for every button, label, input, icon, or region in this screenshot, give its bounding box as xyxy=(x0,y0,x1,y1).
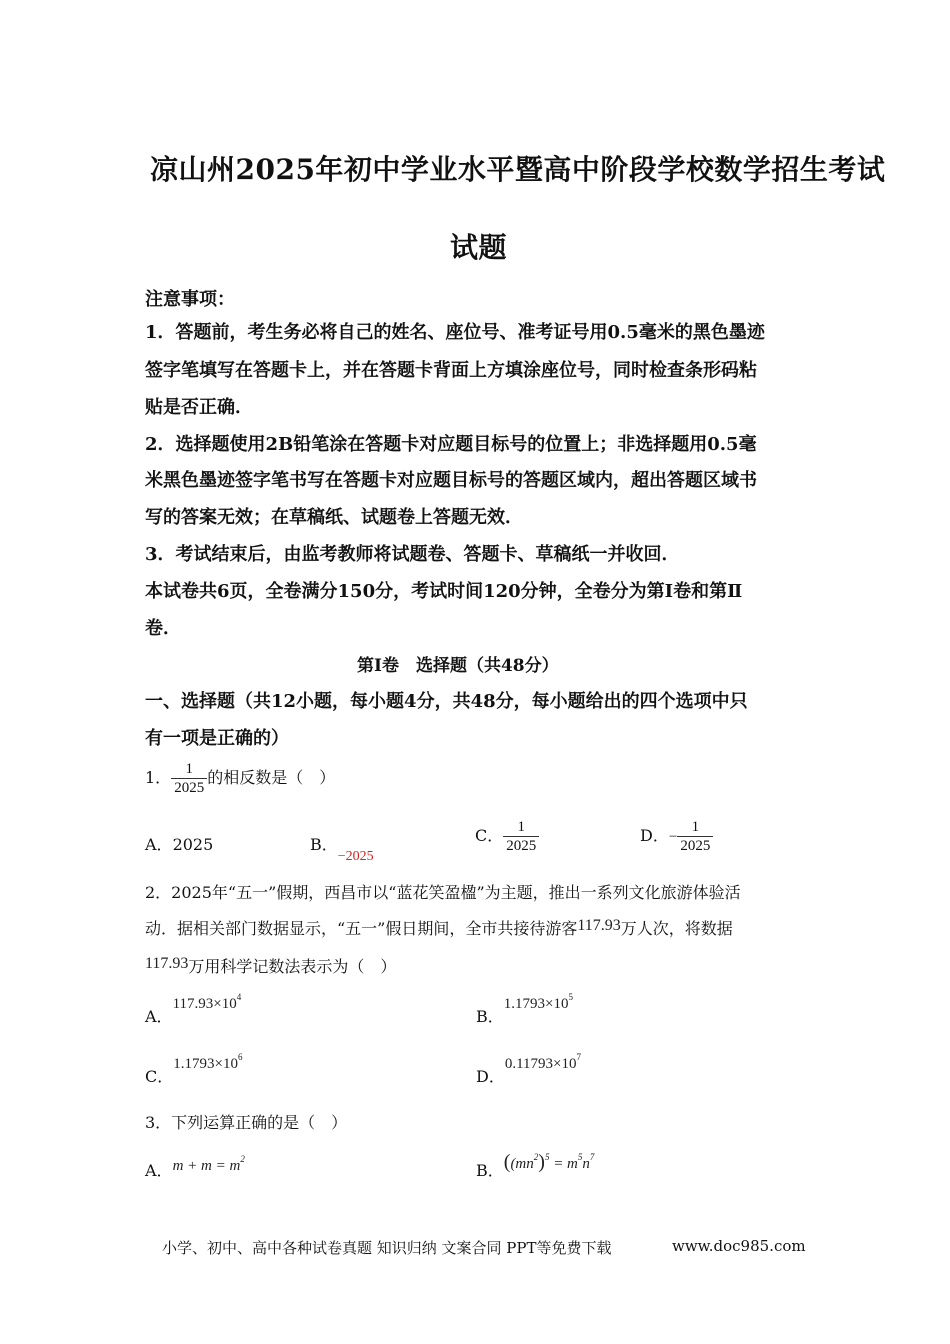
question-2-line: 117.93万用科学记数法表示为（ ） xyxy=(145,955,397,976)
page-title: 凉山州2025年初中学业水平暨高中阶段学校数学招生考试 xyxy=(150,153,886,186)
option-b: B．−2025 xyxy=(310,835,374,864)
fraction: $\frac{1}{2025}$ xyxy=(171,760,207,797)
notice-line: 米黑色墨迹签字笔书写在答题卡对应题目标号的答题区域内，超出答题区域书 xyxy=(145,470,757,491)
section-heading: 一、选择题（共12小题，每小题4分，共48分，每小题给出的四个选项中只 xyxy=(145,691,748,712)
question-stem: 的相反数是（ ） xyxy=(207,768,336,787)
notice-line: 写的答案无效；在草稿纸、试题卷上答题无效． xyxy=(145,507,523,528)
notice-line: 1．答题前，考生务必将自己的姓名、座位号、准考证号用0.5毫米的黑色墨迹 xyxy=(145,322,765,343)
option-b: B．($(mn^2)^5 = m^5n^7$ xyxy=(476,1151,595,1180)
notice-line: 卷． xyxy=(145,618,181,639)
option-a: A．2025 xyxy=(145,835,214,854)
notice-line: 签字笔填写在答题卡上，并在答题卡背面上方填涂座位号，同时检查条形码粘 xyxy=(145,360,757,381)
footer-site-link[interactable]: www.doc985.com xyxy=(672,1237,806,1255)
question-2: 2．2025年“五一”假期，西昌市以“蓝花笑盈楹”为主题，推出一系列文化旅游体验活 xyxy=(145,883,741,902)
option-d: D．− $\frac{1}{2025}$ xyxy=(640,818,713,855)
notice-line: 贴是否正确． xyxy=(145,397,253,418)
question-1 xyxy=(145,760,335,797)
footer-text: 小学、初中、高中各种试卷真题 知识归纳 文案合同 PPT等免费下载 xyxy=(162,1239,612,1257)
section-heading-cont: 有一项是正确的） xyxy=(145,728,289,749)
question-3: 3．下列运算正确的是（ ） xyxy=(145,1113,348,1132)
option-a: A．$117.93\times 10^4$ xyxy=(145,992,242,1026)
part-title: 第Ⅰ卷 选择题（共48分） xyxy=(357,656,559,676)
question-number: 1． xyxy=(145,768,172,787)
option-a: A．$m + m = m^2$ xyxy=(145,1154,245,1180)
option-c: C．$1.1793\times 10^6$ xyxy=(145,1052,243,1086)
notice-line: 3．考试结束后，由监考教师将试题卷、答题卡、草稿纸一并收回． xyxy=(145,544,680,565)
option-d: D．$0.11793\times 10^7$ xyxy=(476,1052,581,1086)
notice-line: 2．选择题使用2B铅笔涂在答题卡对应题目标号的位置上；非选择题用0.5毫 xyxy=(145,434,757,455)
notice-heading: 注意事项： xyxy=(145,289,235,310)
question-2-line: 动．据相关部门数据显示，“五一”假日期间，全市共接待游客117.93万人次，将数据 xyxy=(145,917,733,938)
option-b: B．$1.1793\times 10^5$ xyxy=(476,992,573,1026)
page-title-cont: 试题 xyxy=(450,231,508,264)
option-c: C． $\frac{1}{2025}$ xyxy=(475,818,539,855)
notice-line: 本试卷共6页，全卷满分150分，考试时间120分钟，全卷分为第Ⅰ卷和第Ⅱ xyxy=(145,581,743,602)
